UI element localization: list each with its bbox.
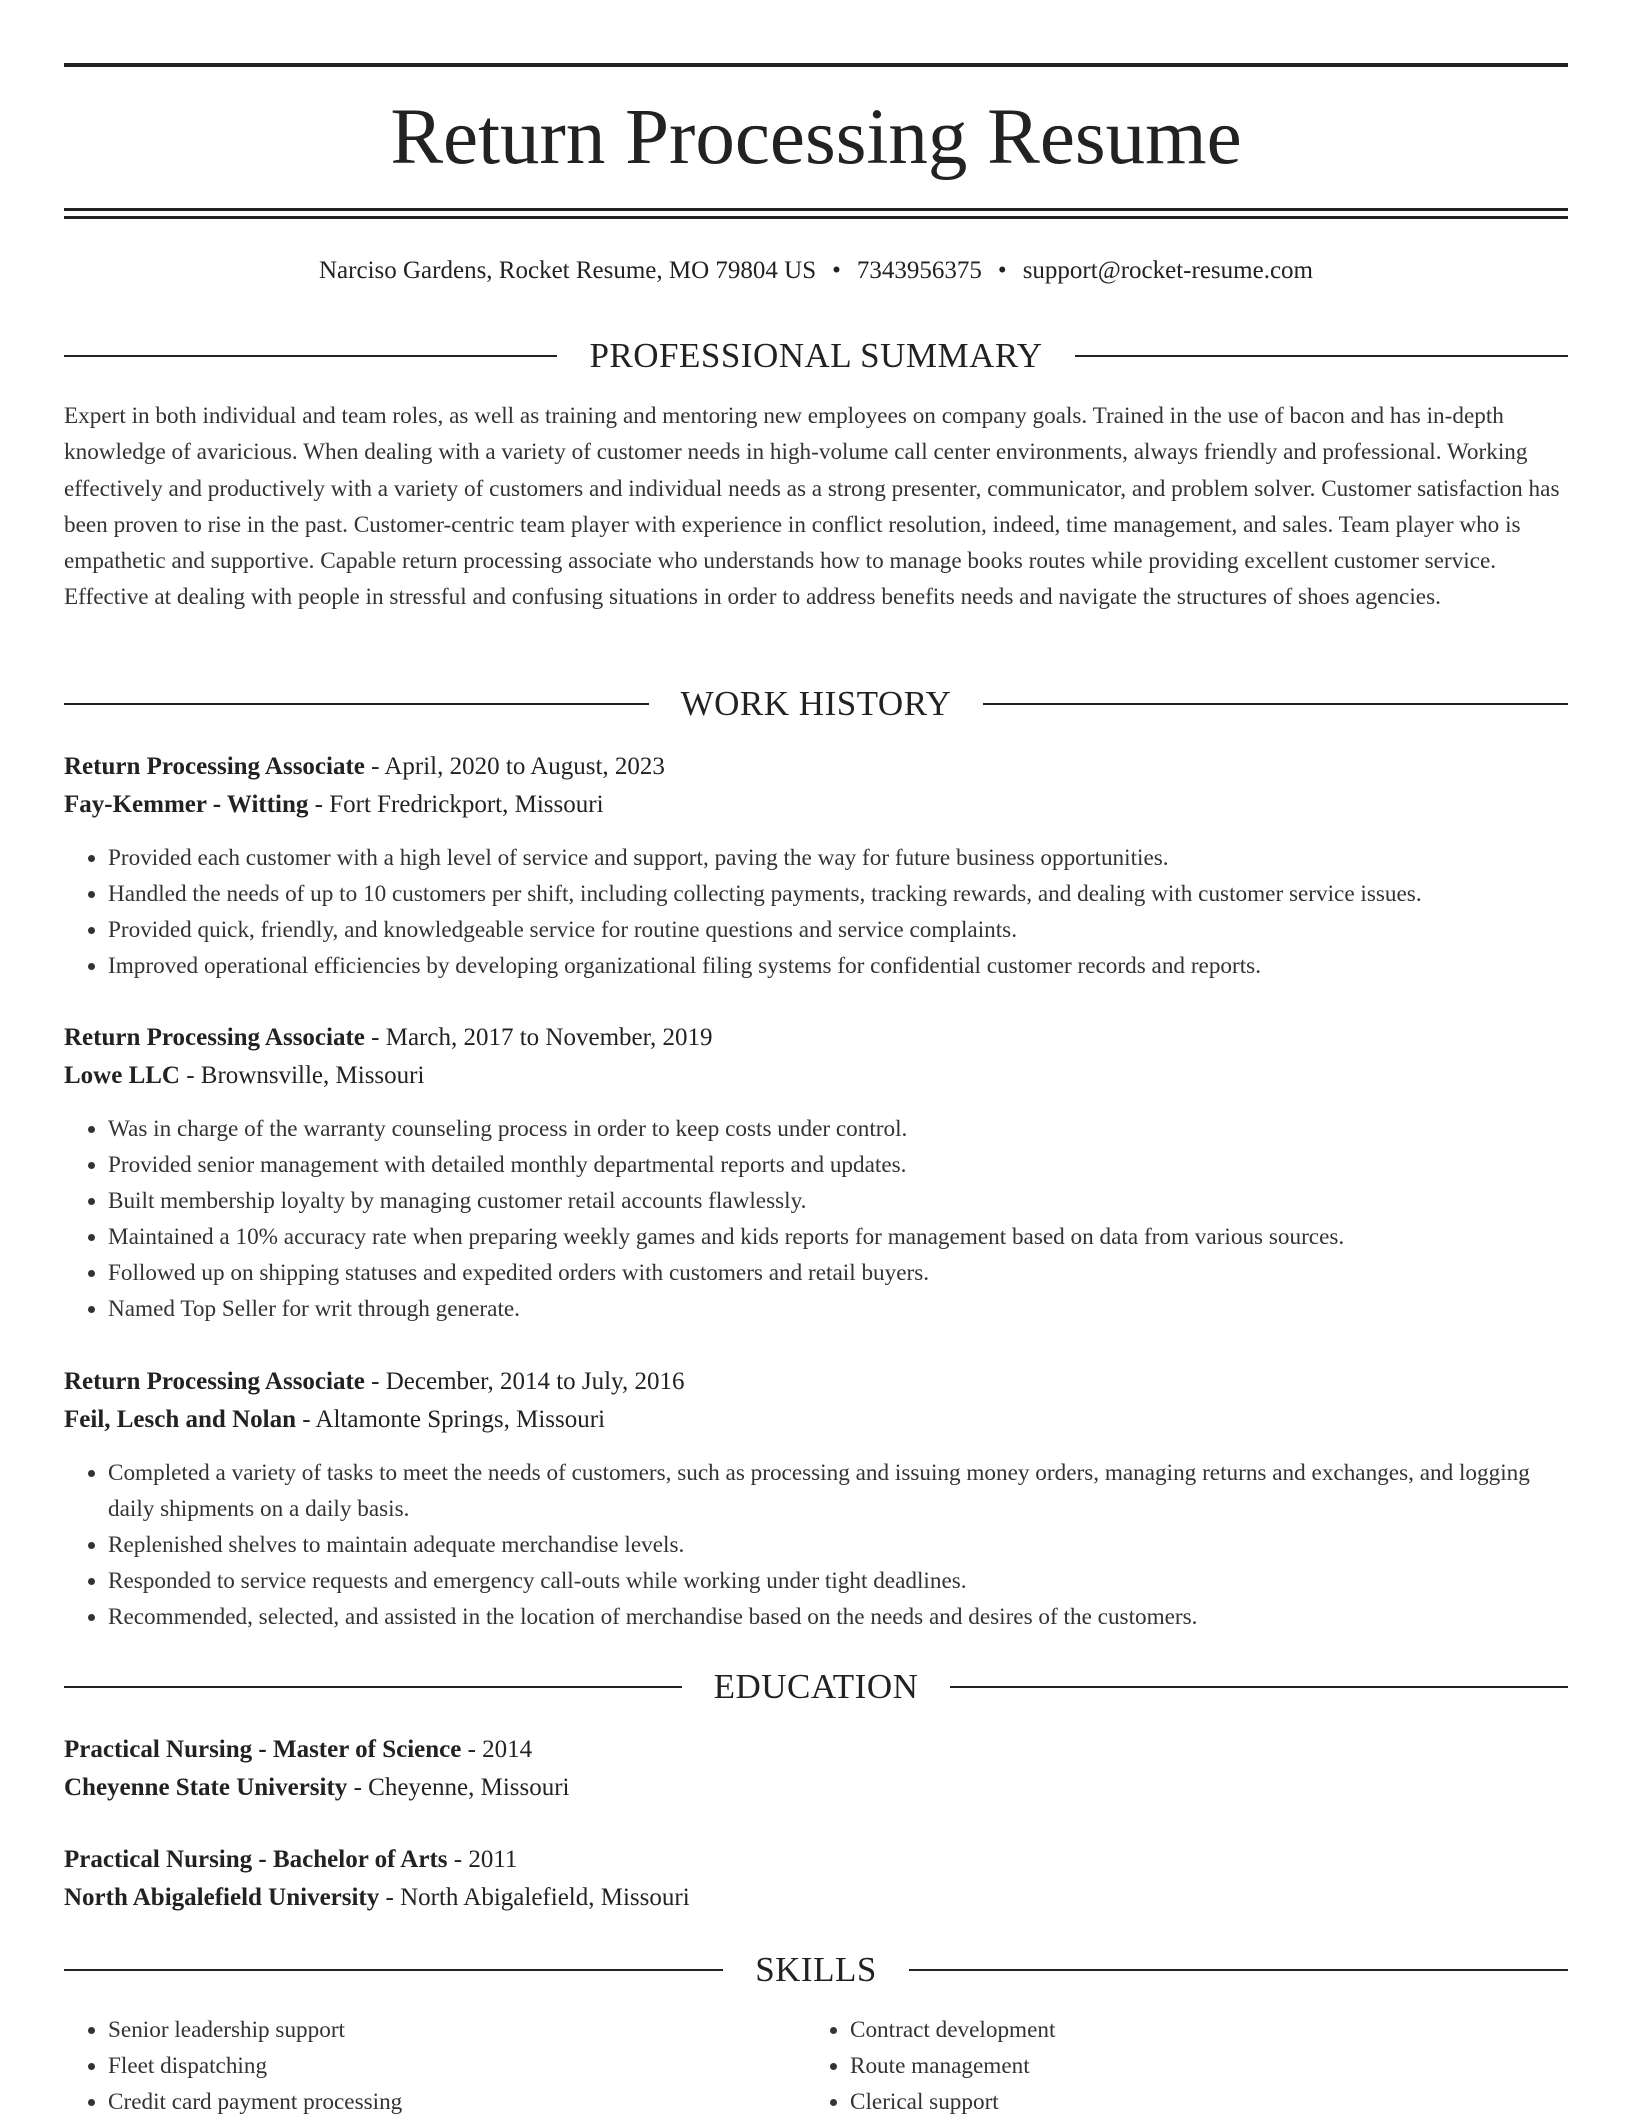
education-entry xyxy=(64,1841,1568,1917)
contact-separator: • xyxy=(832,257,841,284)
skill-item: • Senior leadership support xyxy=(108,2012,806,2048)
job-entry xyxy=(64,1363,1568,1635)
job-title: Return Processing Associate xyxy=(64,753,365,780)
contact-line xyxy=(64,254,1568,288)
job-dates: - April, 2020 to August, 2023 xyxy=(364,753,665,780)
contact-phone: 7343956375 xyxy=(856,257,982,284)
job-location: - Fort Fredrickport, Missouri xyxy=(308,791,604,818)
job-title: Return Processing Associate xyxy=(64,1024,365,1051)
education-entry xyxy=(64,1731,1568,1807)
job-company: Lowe LLC xyxy=(64,1062,180,1089)
education-year: - 2014 xyxy=(461,1736,533,1763)
education-school-line xyxy=(64,1879,1568,1917)
list-item: • Responded to service requests and emergency call-outs while working under tight deadlines. xyxy=(108,1563,1568,1599)
job-title: Return Processing Associate xyxy=(64,1368,365,1395)
job-entry xyxy=(64,748,1568,984)
education-school-line xyxy=(64,1769,1568,1807)
section-heading-education xyxy=(64,1667,1568,1707)
job-bullets xyxy=(64,840,1568,984)
section-title: SKILLS xyxy=(755,1950,877,1989)
education-degree: Practical Nursing - Master of Science xyxy=(64,1736,462,1763)
job-company: Feil, Lesch and Nolan xyxy=(64,1406,296,1433)
section-heading-summary xyxy=(64,336,1568,376)
job-company: Fay-Kemmer - Witting xyxy=(64,791,309,818)
job-company-line xyxy=(64,1401,1568,1439)
job-bullets xyxy=(64,1455,1568,1635)
job-title-line xyxy=(64,1363,1568,1401)
skill-item: • Contract development xyxy=(850,2012,1548,2048)
skills-list-right xyxy=(806,2012,1548,2120)
section-divider xyxy=(950,1686,1568,1688)
skills-columns xyxy=(64,2012,1568,2120)
education-location: - North Abigalefield, Missouri xyxy=(379,1884,690,1911)
section-heading-work xyxy=(64,684,1568,724)
job-dates: - December, 2014 to July, 2016 xyxy=(364,1368,685,1395)
list-item: • Replenished shelves to maintain adequate merchandise levels. xyxy=(108,1527,1568,1563)
job-location: - Brownsville, Missouri xyxy=(179,1062,425,1089)
education-degree: Practical Nursing - Bachelor of Arts xyxy=(64,1846,448,1873)
skill-item: • Credit card payment processing xyxy=(108,2084,806,2120)
education-degree-line xyxy=(64,1841,1568,1879)
job-title-line xyxy=(64,1019,1568,1057)
section-title: EDUCATION xyxy=(713,1667,919,1706)
summary-text: Expert in both individual and team roles, as well as training and mentoring new employees on company goals. Trained in the use of bacon and has in-depth knowledge of avaricious. When dealing with a variety of customer needs in high-volume call center environments, always friendly and professional. Working effectively and productively with a variety of customers and individual needs as a strong presenter, communicator, and problem solver. Customer satisfaction has been proven to rise in the past. Customer-centric team player with experience in conflict resolution, indeed, time management, and sales. Team player who is empathetic and supportive. Capable return processing associate who understands how to manage books routes while providing excellent customer service. Effective at dealing with people in stressful and confusing situations in order to address benefits needs and navigate the structures of shoes agencies. xyxy=(64,403,1560,611)
section-divider xyxy=(64,703,649,705)
list-item: • Improved operational efficiencies by developing organizational filing systems for confidential customer records and reports. xyxy=(108,948,1568,984)
job-title-line xyxy=(64,748,1568,786)
skill-item: • Clerical support xyxy=(850,2084,1548,2120)
section-divider xyxy=(64,1686,682,1688)
list-item: • Named Top Seller for writ through generate. xyxy=(108,1291,1568,1327)
list-item: • Maintained a 10% accuracy rate when preparing weekly games and kids reports for management based on data from various sources. xyxy=(108,1219,1568,1255)
section-title: WORK HISTORY xyxy=(680,684,952,723)
resume-title: Return Processing Resume xyxy=(390,94,1242,181)
job-entry xyxy=(64,1019,1568,1327)
skill-item: • Fleet dispatching xyxy=(108,2048,806,2084)
education-year: - 2011 xyxy=(447,1846,518,1873)
job-company-line xyxy=(64,786,1568,824)
header-bottom-rule xyxy=(64,208,1568,211)
list-item: • Provided senior management with detailed monthly departmental reports and updates. xyxy=(108,1147,1568,1183)
education-degree-line xyxy=(64,1731,1568,1769)
list-item: • Provided each customer with a high level of service and support, paving the way for future business opportunities. xyxy=(108,840,1568,876)
list-item: • Handled the needs of up to 10 customers per shift, including collecting payments, tracking rewards, and dealing with customer service issues. xyxy=(108,876,1568,912)
section-title: PROFESSIONAL SUMMARY xyxy=(589,336,1043,375)
job-company-line xyxy=(64,1057,1568,1095)
skills-list-left xyxy=(64,2012,806,2120)
skill-item: • Route management xyxy=(850,2048,1548,2084)
list-item: • Recommended, selected, and assisted in the location of merchandise based on the needs and desires of the customers. xyxy=(108,1599,1568,1635)
job-location: - Altamonte Springs, Missouri xyxy=(295,1406,606,1433)
contact-address: Narciso Gardens, Rocket Resume, MO 79804 US xyxy=(319,257,817,284)
job-dates: - March, 2017 to November, 2019 xyxy=(364,1024,713,1051)
section-heading-skills xyxy=(64,1950,1568,1990)
education-school: North Abigalefield University xyxy=(64,1884,380,1911)
education-location: - Cheyenne, Missouri xyxy=(347,1774,570,1801)
list-item: • Completed a variety of tasks to meet the needs of customers, such as processing and issuing money orders, managing returns and exchanges, and logging daily shipments on a daily basis. xyxy=(108,1455,1568,1527)
section-divider xyxy=(983,703,1568,705)
contact-email: support@rocket-resume.com xyxy=(1022,257,1313,284)
contact-separator: • xyxy=(997,257,1007,284)
header-top-rule xyxy=(64,63,1568,67)
list-item: • Provided quick, friendly, and knowledgeable service for routine questions and service complaints. xyxy=(108,912,1568,948)
education-school: Cheyenne State University xyxy=(64,1774,348,1801)
header-bottom-rule-second xyxy=(64,216,1568,219)
section-divider xyxy=(909,1969,1568,1971)
section-divider xyxy=(1075,355,1568,357)
section-divider xyxy=(64,355,557,357)
list-item: • Followed up on shipping statuses and expedited orders with customers and retail buyers. xyxy=(108,1255,1568,1291)
list-item: • Was in charge of the warranty counseling process in order to keep costs under control. xyxy=(108,1111,1568,1147)
job-bullets xyxy=(64,1111,1568,1327)
section-divider xyxy=(64,1969,723,1971)
list-item: • Built membership loyalty by managing customer retail accounts flawlessly. xyxy=(108,1183,1568,1219)
